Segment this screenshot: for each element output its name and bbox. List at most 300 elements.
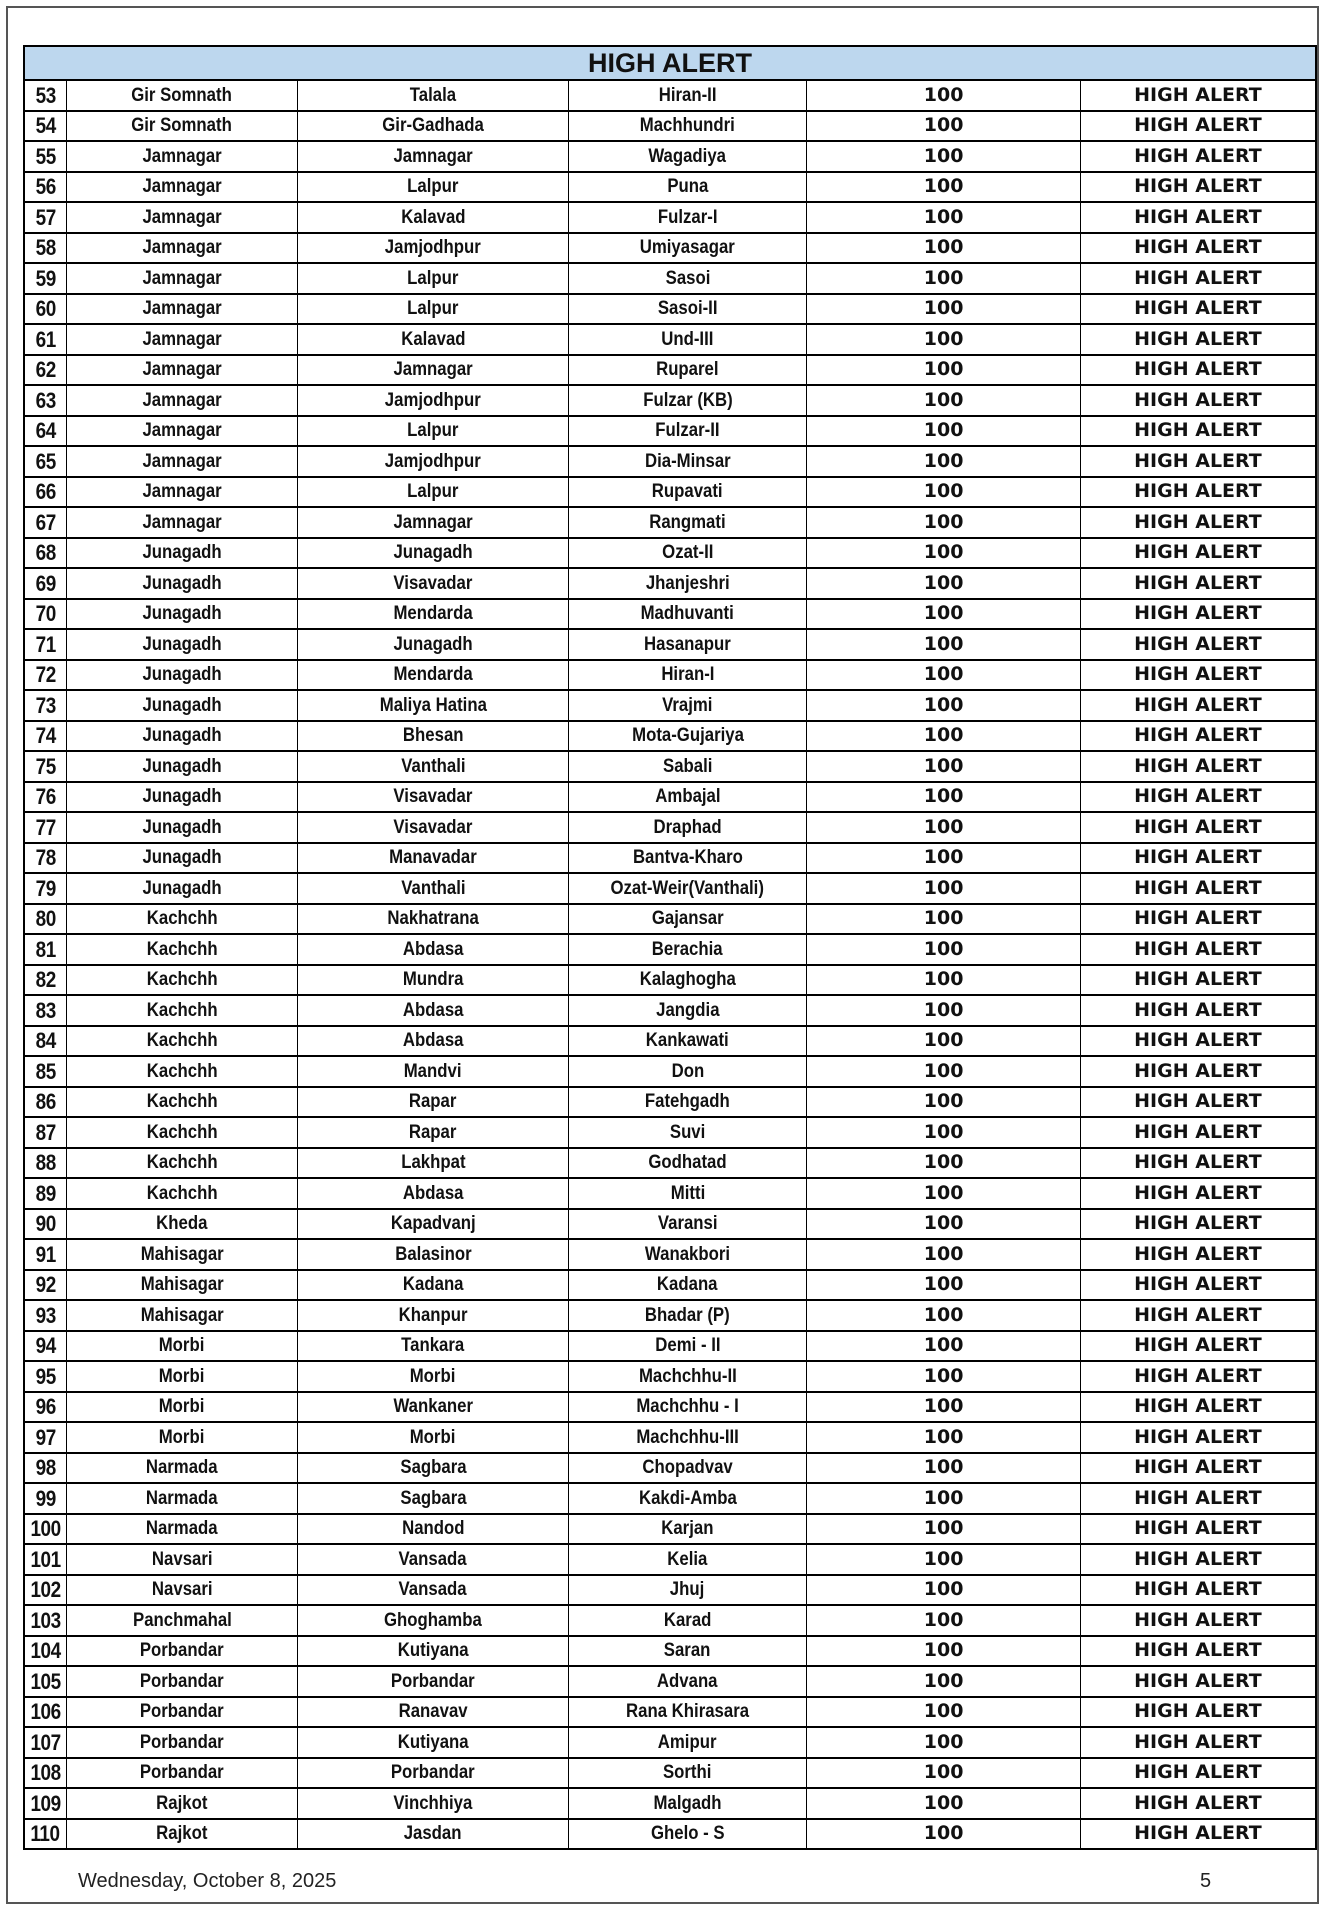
storage-percent-cell-text: 100 xyxy=(923,1181,964,1204)
taluka-cell xyxy=(298,1727,569,1758)
row-number-cell xyxy=(24,1544,66,1575)
alert-status-cell xyxy=(1080,263,1316,294)
district-cell xyxy=(66,1331,297,1362)
district-cell-text: Junagadh xyxy=(142,815,222,838)
alert-status-cell-text: HIGH ALERT xyxy=(1134,1547,1262,1570)
district-cell xyxy=(66,1483,297,1514)
table-row xyxy=(24,1636,1316,1667)
taluka-cell-text: Nakhatrana xyxy=(387,907,479,930)
row-number-cell xyxy=(24,202,66,233)
taluka-cell xyxy=(298,507,569,538)
table-row xyxy=(24,1544,1316,1575)
dam-name-cell-text: Fulzar-II xyxy=(655,419,720,442)
taluka-cell xyxy=(298,202,569,233)
row-number-cell-text: 63 xyxy=(35,387,56,413)
alert-status-cell-text: HIGH ALERT xyxy=(1134,266,1262,289)
row-number-cell xyxy=(24,812,66,843)
district-cell-text: Mahisagar xyxy=(140,1303,224,1326)
district-cell xyxy=(66,1819,297,1850)
taluka-cell xyxy=(298,446,569,477)
storage-percent-cell-text: 100 xyxy=(923,1242,964,1265)
row-number-cell xyxy=(24,782,66,813)
row-number-cell xyxy=(24,843,66,874)
district-cell xyxy=(66,629,297,660)
taluka-cell xyxy=(298,538,569,569)
high-alert-table xyxy=(23,45,1317,1850)
alert-status-cell xyxy=(1080,141,1316,172)
taluka-cell xyxy=(298,1361,569,1392)
table-row xyxy=(24,843,1316,874)
storage-percent-cell-text: 100 xyxy=(923,1608,964,1631)
district-cell-text: Kachchh xyxy=(146,968,218,991)
table-row xyxy=(24,355,1316,386)
dam-name-cell-text: Rana Khirasara xyxy=(626,1700,750,1723)
district-cell xyxy=(66,690,297,721)
storage-percent-cell-text: 100 xyxy=(923,1364,964,1387)
taluka-cell-text: Kadana xyxy=(402,1273,464,1296)
dam-name-cell xyxy=(568,1239,806,1270)
table-row xyxy=(24,1422,1316,1453)
district-cell-text: Kachchh xyxy=(146,1120,218,1143)
district-cell-text: Jamnagar xyxy=(142,175,222,198)
row-number-cell-text: 58 xyxy=(35,235,56,261)
taluka-cell xyxy=(298,599,569,630)
taluka-cell-text: Abdasa xyxy=(402,937,464,960)
taluka-cell-text: Mandvi xyxy=(404,1059,462,1082)
storage-percent-cell xyxy=(807,1605,1081,1636)
taluka-cell-text: Vinchhiya xyxy=(393,1791,473,1814)
district-cell-text: Narmada xyxy=(146,1486,218,1509)
row-number-cell-text: 55 xyxy=(35,143,56,169)
district-cell xyxy=(66,416,297,447)
alert-status-cell xyxy=(1080,965,1316,996)
row-number-cell xyxy=(24,1270,66,1301)
row-number-cell-text: 92 xyxy=(35,1272,56,1298)
taluka-cell xyxy=(298,568,569,599)
storage-percent-cell xyxy=(807,385,1081,416)
dam-name-cell-text: Machchhu-III xyxy=(636,1425,739,1448)
dam-name-cell xyxy=(568,568,806,599)
dam-name-cell xyxy=(568,172,806,203)
storage-percent-cell-text: 100 xyxy=(923,114,964,137)
taluka-cell-text: Porbandar xyxy=(391,1761,475,1784)
table-row xyxy=(24,934,1316,965)
storage-percent-cell xyxy=(807,1300,1081,1331)
taluka-cell-text: Balasinor xyxy=(394,1242,472,1265)
taluka-cell-text: Nandod xyxy=(401,1517,465,1540)
alert-status-cell-text: HIGH ALERT xyxy=(1134,1456,1262,1479)
table-row xyxy=(24,294,1316,325)
storage-percent-cell-text: 100 xyxy=(923,266,964,289)
row-number-cell xyxy=(24,507,66,538)
storage-percent-cell-text: 100 xyxy=(923,1212,964,1235)
district-cell-text: Jamnagar xyxy=(142,480,222,503)
dam-name-cell-text: Don xyxy=(671,1059,704,1082)
alert-status-cell xyxy=(1080,1544,1316,1575)
alert-status-cell xyxy=(1080,873,1316,904)
page-number: 5 xyxy=(1200,1870,1212,1892)
taluka-cell-text: Kalavad xyxy=(400,327,466,350)
table-row xyxy=(24,1331,1316,1362)
dam-name-cell xyxy=(568,1056,806,1087)
table-row xyxy=(24,1056,1316,1087)
row-number-cell-text: 89 xyxy=(35,1180,56,1206)
district-cell-text: Mahisagar xyxy=(140,1273,224,1296)
dam-name-cell xyxy=(568,1300,806,1331)
taluka-cell xyxy=(298,1026,569,1057)
row-number-cell xyxy=(24,172,66,203)
alert-status-cell-text: HIGH ALERT xyxy=(1134,632,1262,655)
row-number-cell-text: 87 xyxy=(35,1119,56,1145)
row-number-cell-text: 81 xyxy=(35,936,56,962)
storage-percent-cell xyxy=(807,904,1081,935)
district-cell xyxy=(66,538,297,569)
dam-name-cell-text: Ruparel xyxy=(656,358,719,381)
alert-status-cell-text: HIGH ALERT xyxy=(1134,1730,1262,1753)
row-number-cell-text: 109 xyxy=(30,1790,61,1816)
row-number-cell xyxy=(24,1697,66,1728)
alert-status-cell-text: HIGH ALERT xyxy=(1134,724,1262,747)
dam-name-cell-text: Sasoi xyxy=(665,266,710,289)
table-row xyxy=(24,324,1316,355)
storage-percent-cell-text: 100 xyxy=(923,1761,964,1784)
table-row xyxy=(24,1453,1316,1484)
alert-status-cell-text: HIGH ALERT xyxy=(1134,998,1262,1021)
table-row xyxy=(24,1514,1316,1545)
row-number-cell xyxy=(24,416,66,447)
alert-status-cell-text: HIGH ALERT xyxy=(1134,1151,1262,1174)
alert-status-cell xyxy=(1080,1026,1316,1057)
row-number-cell-text: 103 xyxy=(30,1607,61,1633)
row-number-cell-text: 53 xyxy=(35,82,56,108)
alert-status-cell xyxy=(1080,1666,1316,1697)
district-cell-text: Navsari xyxy=(151,1578,213,1601)
row-number-cell-text: 90 xyxy=(35,1211,56,1237)
row-number-cell-text: 66 xyxy=(35,479,56,505)
dam-name-cell-text: Ghelo - S xyxy=(650,1822,725,1845)
dam-name-cell xyxy=(568,538,806,569)
dam-name-cell xyxy=(568,1483,806,1514)
storage-percent-cell-text: 100 xyxy=(923,1303,964,1326)
district-cell-text: Kachchh xyxy=(146,937,218,960)
storage-percent-cell xyxy=(807,324,1081,355)
dam-name-cell xyxy=(568,873,806,904)
dam-name-cell-text: Kalaghogha xyxy=(639,968,736,991)
district-cell xyxy=(66,111,297,142)
alert-status-cell-text: HIGH ALERT xyxy=(1134,449,1262,472)
storage-percent-cell-text: 100 xyxy=(923,1578,964,1601)
row-number-cell-text: 85 xyxy=(35,1058,56,1084)
table-row xyxy=(24,507,1316,538)
district-cell-text: Jamnagar xyxy=(142,297,222,320)
district-cell xyxy=(66,1361,297,1392)
alert-status-cell xyxy=(1080,843,1316,874)
district-cell xyxy=(66,568,297,599)
row-number-cell-text: 69 xyxy=(35,570,56,596)
alert-status-cell-text: HIGH ALERT xyxy=(1134,1608,1262,1631)
alert-status-cell xyxy=(1080,690,1316,721)
taluka-cell-text: Kalavad xyxy=(400,205,466,228)
taluka-cell-text: Manavadar xyxy=(389,846,477,869)
row-number-cell xyxy=(24,1148,66,1179)
taluka-cell xyxy=(298,1483,569,1514)
alert-status-cell xyxy=(1080,324,1316,355)
district-cell-text: Kachchh xyxy=(146,1059,218,1082)
storage-percent-cell-text: 100 xyxy=(923,388,964,411)
dam-name-cell-text: Umiyasagar xyxy=(639,236,736,259)
storage-percent-cell xyxy=(807,416,1081,447)
row-number-cell xyxy=(24,1422,66,1453)
district-cell xyxy=(66,1636,297,1667)
storage-percent-cell xyxy=(807,1483,1081,1514)
alert-status-cell-text: HIGH ALERT xyxy=(1134,602,1262,625)
alert-status-cell-text: HIGH ALERT xyxy=(1134,1486,1262,1509)
storage-percent-cell xyxy=(807,1087,1081,1118)
row-number-cell-text: 110 xyxy=(30,1821,60,1847)
storage-percent-cell xyxy=(807,446,1081,477)
dam-name-cell-text: Ozat-II xyxy=(661,541,714,564)
taluka-cell xyxy=(298,660,569,691)
taluka-cell xyxy=(298,1209,569,1240)
taluka-cell-text: Jamnagar xyxy=(393,358,473,381)
dam-name-cell-text: Godhatad xyxy=(648,1151,727,1174)
district-cell-text: Jamnagar xyxy=(142,236,222,259)
row-number-cell xyxy=(24,294,66,325)
table-row xyxy=(24,721,1316,752)
district-cell-text: Morbi xyxy=(159,1334,205,1357)
storage-percent-cell-text: 100 xyxy=(923,1700,964,1723)
storage-percent-cell xyxy=(807,233,1081,264)
row-number-cell-text: 78 xyxy=(35,845,56,871)
taluka-cell-text: Abdasa xyxy=(402,1029,464,1052)
storage-percent-cell-text: 100 xyxy=(923,937,964,960)
alert-status-cell xyxy=(1080,416,1316,447)
storage-percent-cell-text: 100 xyxy=(923,297,964,320)
storage-percent-cell-text: 100 xyxy=(923,1334,964,1357)
taluka-cell xyxy=(298,873,569,904)
alert-status-cell xyxy=(1080,904,1316,935)
row-number-cell xyxy=(24,629,66,660)
alert-status-cell-text: HIGH ALERT xyxy=(1134,236,1262,259)
dam-name-cell xyxy=(568,782,806,813)
dam-name-cell xyxy=(568,294,806,325)
alert-status-cell xyxy=(1080,1819,1316,1850)
dam-name-cell xyxy=(568,477,806,508)
row-number-cell-text: 64 xyxy=(35,418,56,444)
district-cell xyxy=(66,995,297,1026)
district-cell xyxy=(66,1453,297,1484)
taluka-cell-text: Jamjodhpur xyxy=(384,236,481,259)
dam-name-cell xyxy=(568,263,806,294)
district-cell-text: Kachchh xyxy=(146,907,218,930)
dam-name-cell-text: Jhanjeshri xyxy=(645,571,730,594)
row-number-cell-text: 61 xyxy=(35,326,56,352)
district-cell xyxy=(66,1148,297,1179)
row-number-cell xyxy=(24,995,66,1026)
alert-status-cell xyxy=(1080,1636,1316,1667)
alert-status-cell-text: HIGH ALERT xyxy=(1134,1700,1262,1723)
storage-percent-cell xyxy=(807,599,1081,630)
row-number-cell-text: 62 xyxy=(35,357,56,383)
district-cell xyxy=(66,1514,297,1545)
storage-percent-cell xyxy=(807,1361,1081,1392)
dam-name-cell xyxy=(568,80,806,111)
alert-status-cell xyxy=(1080,507,1316,538)
alert-status-cell-text: HIGH ALERT xyxy=(1134,1669,1262,1692)
table-row xyxy=(24,1666,1316,1697)
row-number-cell-text: 76 xyxy=(35,784,56,810)
row-number-cell-text: 97 xyxy=(35,1424,56,1450)
taluka-cell-text: Ranavav xyxy=(398,1700,468,1723)
row-number-cell xyxy=(24,1300,66,1331)
taluka-cell xyxy=(298,965,569,996)
district-cell xyxy=(66,355,297,386)
storage-percent-cell-text: 100 xyxy=(923,175,964,198)
alert-status-cell xyxy=(1080,1361,1316,1392)
taluka-cell xyxy=(298,904,569,935)
taluka-cell-text: Visavadar xyxy=(393,785,473,808)
storage-percent-cell-text: 100 xyxy=(923,1120,964,1143)
dam-name-cell-text: Dia-Minsar xyxy=(644,449,731,472)
taluka-cell xyxy=(298,1239,569,1270)
storage-percent-cell-text: 100 xyxy=(923,663,964,686)
district-cell-text: Junagadh xyxy=(142,541,222,564)
alert-status-cell xyxy=(1080,995,1316,1026)
storage-percent-cell-text: 100 xyxy=(923,480,964,503)
district-cell-text: Gir Somnath xyxy=(131,83,233,106)
district-cell-text: Jamnagar xyxy=(142,144,222,167)
row-number-cell-text: 94 xyxy=(35,1333,56,1359)
taluka-cell-text: Jamjodhpur xyxy=(384,388,481,411)
dam-name-cell-text: Karad xyxy=(663,1608,712,1631)
dam-name-cell-text: Kakdi-Amba xyxy=(638,1486,737,1509)
table-row xyxy=(24,1117,1316,1148)
table-row xyxy=(24,141,1316,172)
storage-percent-cell-text: 100 xyxy=(923,1730,964,1753)
taluka-cell-text: Maliya Hatina xyxy=(379,693,487,716)
district-cell xyxy=(66,660,297,691)
district-cell xyxy=(66,1605,297,1636)
alert-status-cell xyxy=(1080,202,1316,233)
dam-name-cell-text: Kelia xyxy=(667,1547,708,1570)
row-number-cell-text: 56 xyxy=(35,174,56,200)
district-cell xyxy=(66,80,297,111)
district-cell-text: Morbi xyxy=(159,1395,205,1418)
taluka-cell xyxy=(298,690,569,721)
dam-name-cell xyxy=(568,660,806,691)
alert-status-cell-text: HIGH ALERT xyxy=(1134,1639,1262,1662)
row-number-cell xyxy=(24,355,66,386)
storage-percent-cell xyxy=(807,111,1081,142)
table-row xyxy=(24,1697,1316,1728)
dam-name-cell-text: Jhuj xyxy=(670,1578,705,1601)
row-number-cell xyxy=(24,934,66,965)
taluka-cell-text: Lalpur xyxy=(407,480,459,503)
row-number-cell-text: 100 xyxy=(30,1516,61,1542)
storage-percent-cell-text: 100 xyxy=(923,1151,964,1174)
table-row xyxy=(24,202,1316,233)
taluka-cell xyxy=(298,172,569,203)
table-row xyxy=(24,660,1316,691)
alert-status-cell xyxy=(1080,385,1316,416)
taluka-cell-text: Vansada xyxy=(398,1578,468,1601)
district-cell xyxy=(66,446,297,477)
table-row xyxy=(24,1087,1316,1118)
row-number-cell xyxy=(24,1483,66,1514)
dam-name-cell xyxy=(568,751,806,782)
dam-name-cell-text: Malgadh xyxy=(653,1791,722,1814)
dam-name-cell-text: Mota-Gujariya xyxy=(631,724,744,747)
row-number-cell xyxy=(24,263,66,294)
storage-percent-cell xyxy=(807,568,1081,599)
alert-status-cell xyxy=(1080,477,1316,508)
district-cell-text: Narmada xyxy=(146,1517,218,1540)
dam-name-cell-text: Rangmati xyxy=(649,510,726,533)
alert-status-cell xyxy=(1080,1178,1316,1209)
district-cell xyxy=(66,1300,297,1331)
table-row xyxy=(24,477,1316,508)
taluka-cell-text: Morbi xyxy=(410,1364,456,1387)
storage-percent-cell xyxy=(807,690,1081,721)
alert-status-cell-text: HIGH ALERT xyxy=(1134,1181,1262,1204)
taluka-cell xyxy=(298,233,569,264)
row-number-cell xyxy=(24,965,66,996)
dam-name-cell-text: Hiran-II xyxy=(658,83,717,106)
dam-name-cell xyxy=(568,1422,806,1453)
alert-status-cell xyxy=(1080,1239,1316,1270)
alert-status-cell-text: HIGH ALERT xyxy=(1134,388,1262,411)
storage-percent-cell-text: 100 xyxy=(923,205,964,228)
taluka-cell-text: Vanthali xyxy=(400,876,466,899)
dam-name-cell-text: Wanakbori xyxy=(644,1242,731,1265)
row-number-cell xyxy=(24,477,66,508)
taluka-cell xyxy=(298,263,569,294)
district-cell xyxy=(66,1392,297,1423)
taluka-cell xyxy=(298,385,569,416)
taluka-cell xyxy=(298,1056,569,1087)
table-row xyxy=(24,1605,1316,1636)
district-cell-text: Junagadh xyxy=(142,663,222,686)
storage-percent-cell-text: 100 xyxy=(923,83,964,106)
alert-status-cell xyxy=(1080,1788,1316,1819)
taluka-cell xyxy=(298,1788,569,1819)
district-cell xyxy=(66,904,297,935)
district-cell-text: Jamnagar xyxy=(142,510,222,533)
taluka-cell xyxy=(298,80,569,111)
alert-status-cell-text: HIGH ALERT xyxy=(1134,1364,1262,1387)
table-row xyxy=(24,1392,1316,1423)
taluka-cell-text: Wankaner xyxy=(393,1395,473,1418)
taluka-cell-text: Lalpur xyxy=(407,175,459,198)
district-cell xyxy=(66,324,297,355)
row-number-cell-text: 73 xyxy=(35,692,56,718)
taluka-cell-text: Kutiyana xyxy=(397,1639,469,1662)
row-number-cell-text: 107 xyxy=(30,1729,61,1755)
alert-status-cell-text: HIGH ALERT xyxy=(1134,846,1262,869)
taluka-cell xyxy=(298,1331,569,1362)
storage-percent-cell-text: 100 xyxy=(923,1456,964,1479)
table-row xyxy=(24,782,1316,813)
dam-name-cell xyxy=(568,599,806,630)
row-number-cell-text: 106 xyxy=(30,1699,61,1725)
taluka-cell xyxy=(298,477,569,508)
alert-status-cell xyxy=(1080,1575,1316,1606)
storage-percent-cell xyxy=(807,80,1081,111)
row-number-cell-text: 105 xyxy=(30,1668,61,1694)
taluka-cell xyxy=(298,721,569,752)
alert-status-cell xyxy=(1080,233,1316,264)
row-number-cell-text: 83 xyxy=(35,997,56,1023)
